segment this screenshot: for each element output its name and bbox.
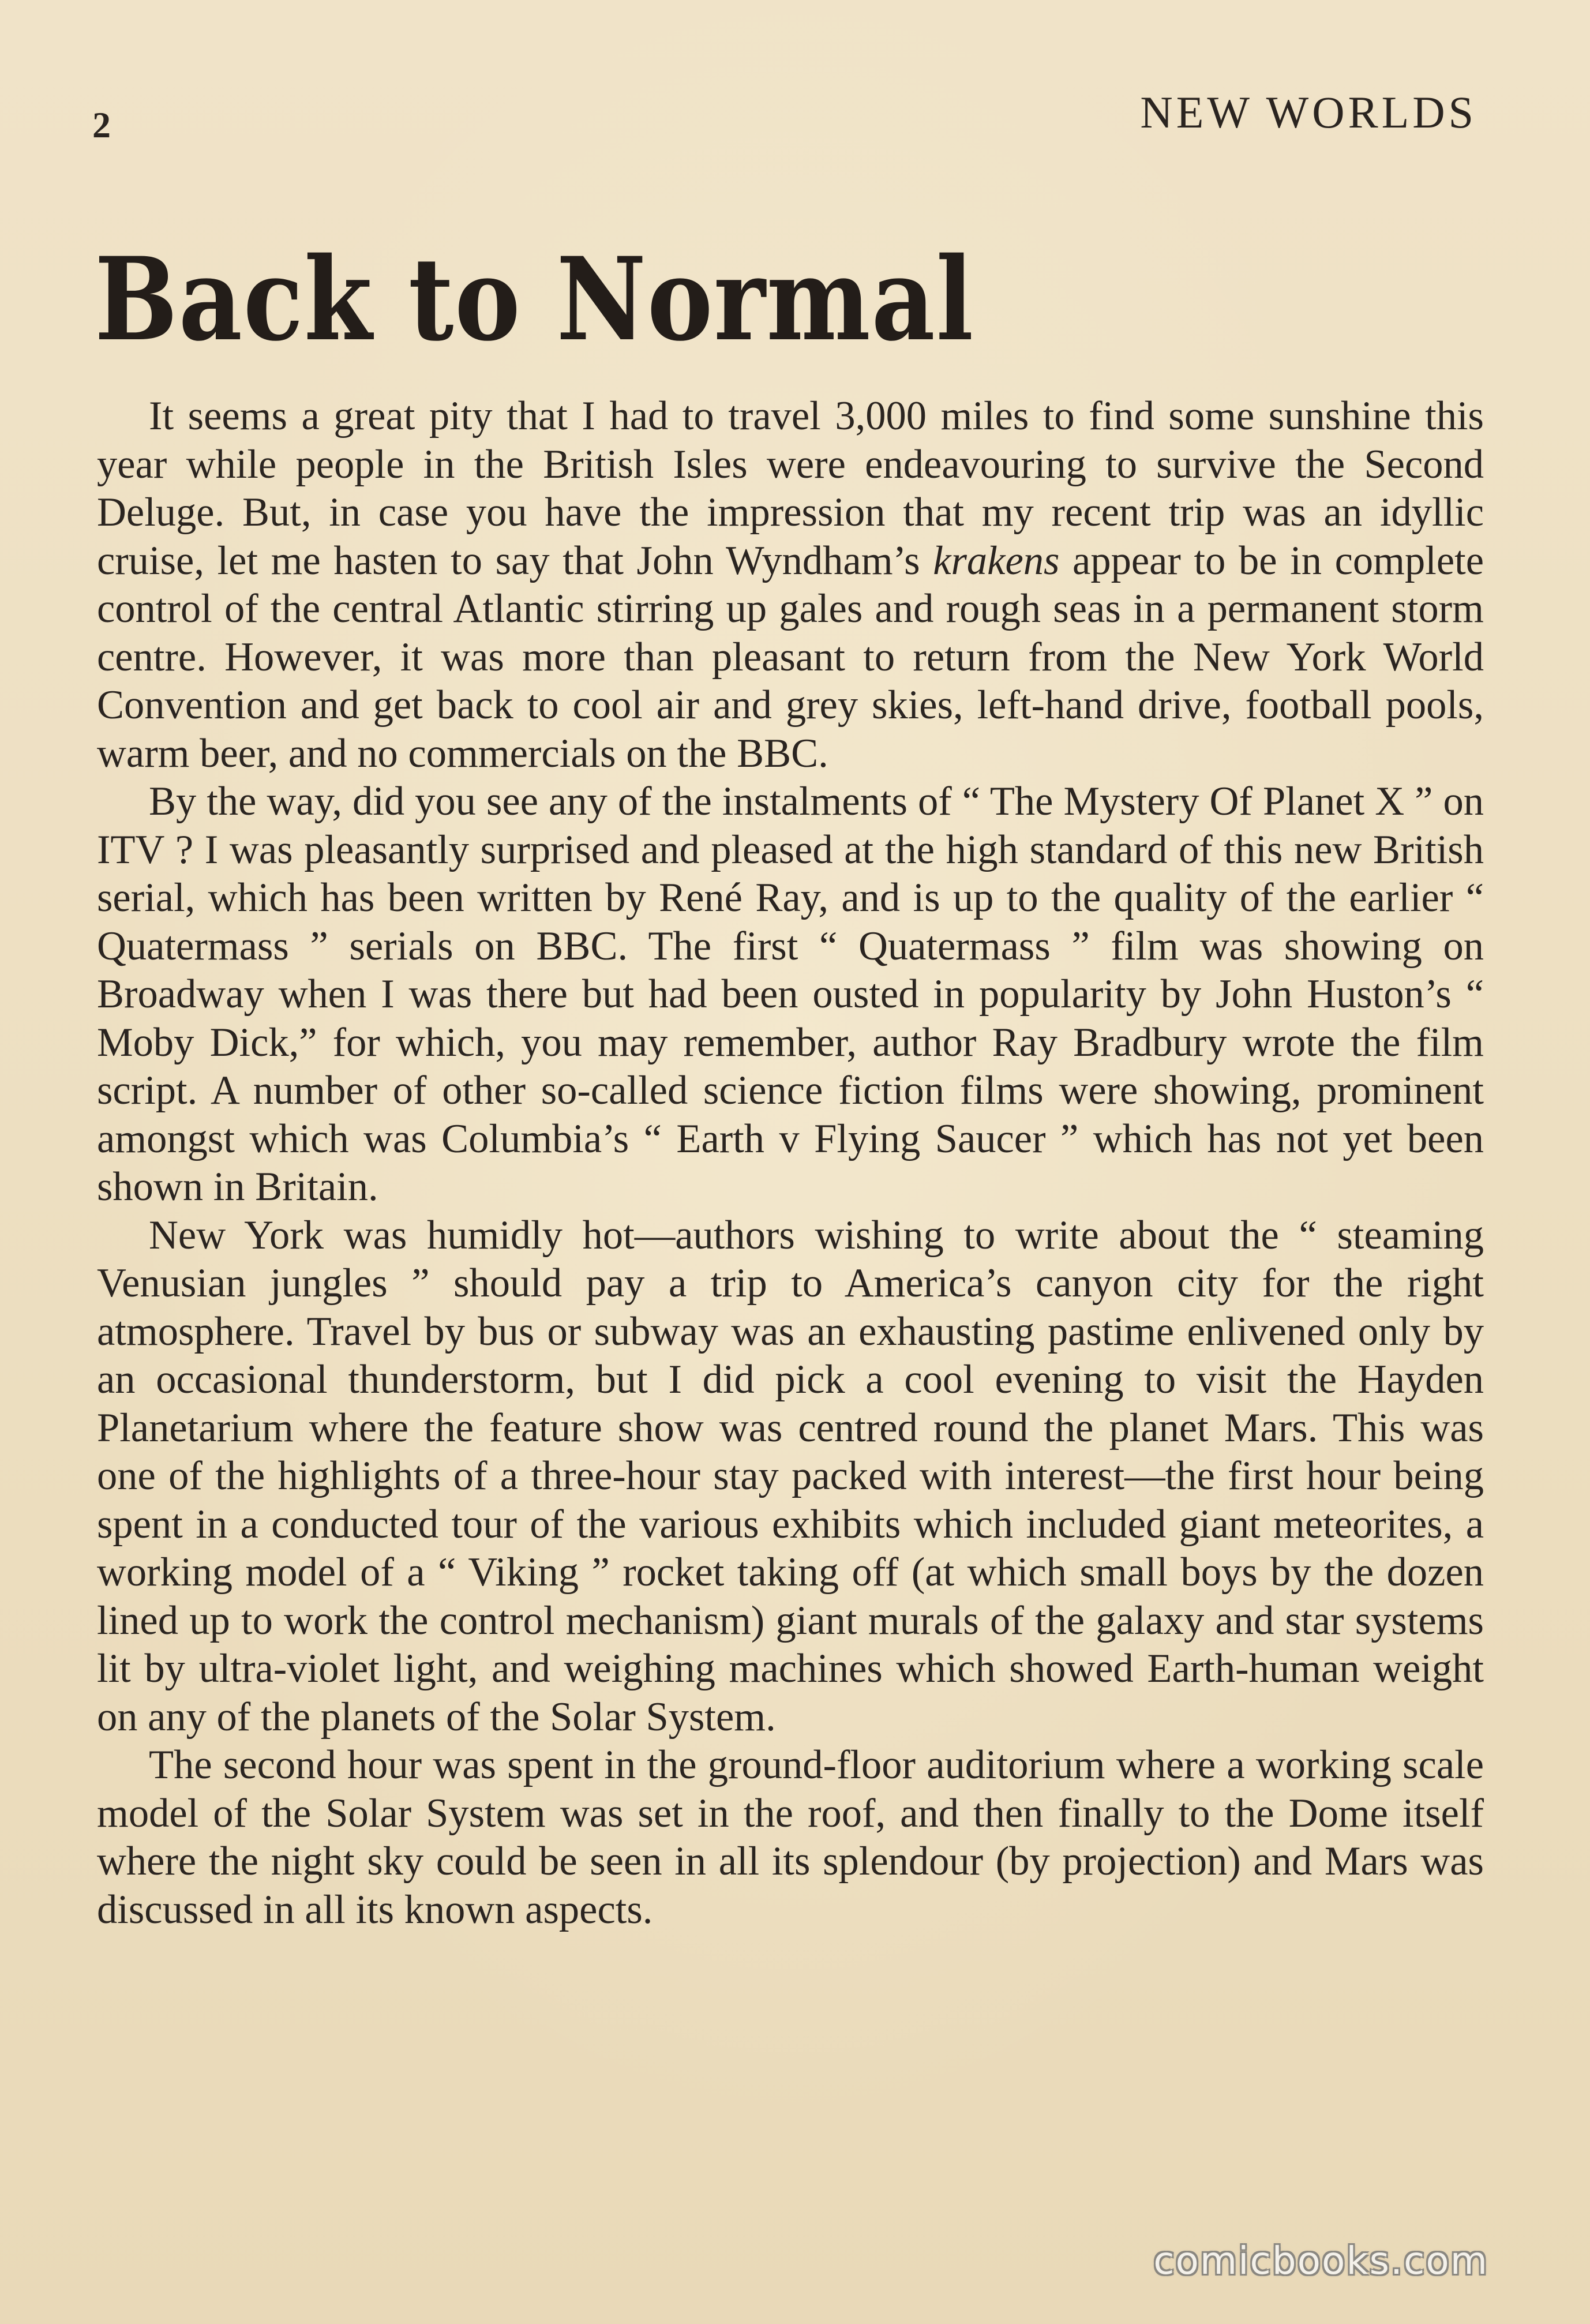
italic-word: krakens bbox=[933, 538, 1060, 583]
paragraph-1-text-end: appear to be in complete control of the central Atlantic stirring up gales and rough seas in a permanent storm centre. However, it was more than pleasant to return from the New York World Convention and get back to cool air and grey skies, left-hand drive, football pools, warm beer, and no commercials on the BBC. bbox=[97, 538, 1484, 776]
paragraph-3: New York was humidly hot—authors wishing to write about the “ steaming Venusian jungles ” should pay a trip to America’s canyon city for the right atmosphere. Travel by bus or subway was an exhausting pastime enlivened only by an occasional thunderstorm, but I did pick a cool evening to visit the Hayden Planetarium where the feature show was centred round the planet Mars. This was one of the highlights of a three-hour stay packed with interest—the first hour being spent in a conducted tour of the various exhibits which included giant meteorites, a working model of a “ Viking ” rocket taking off (at which small boys by the dozen lined up to work the control mechanism) giant murals of the galaxy and star systems lit by ultra-violet light, and weighing machines which showed Earth-human weight on any of the planets of the Solar System. bbox=[97, 1212, 1484, 1740]
paragraph-1 bbox=[97, 392, 1484, 778]
paragraph-1-text-start: It seems a great pity that I had to travel 3,000 miles to find some sunshine this year while people in the British Isles were endeavouring to survive the Second Deluge. But, in case you have the impression that my recent trip was an idyllic cruise, let me hasten to say that John Wyndham’s bbox=[97, 393, 1484, 583]
watermark: comicbooks.com bbox=[1153, 2239, 1488, 2283]
article-title: Back to Normal bbox=[95, 232, 974, 366]
page-number: 2 bbox=[92, 104, 112, 145]
paragraph-4: The second hour was spent in the ground-floor auditorium where a working scale model of the Solar System was set in the roof, and then finally to the Dome itself where the night sky could be seen in all its splendour (by projection) and Mars was discussed in all its known aspects. bbox=[97, 1742, 1484, 1932]
article-body bbox=[97, 392, 1484, 1934]
paragraph-2: By the way, did you see any of the instalments of “ The Mystery Of Planet X ” on ITV ? I was pleasantly surprised and pleased at the high standard of this new British serial, which has been written by René Ray, and is up to the quality of the earlier “ Quatermass ” serials on BBC. The first “ Quatermass ” film was showing on Broadway when I was there but had been ousted in popularity by John Huston’s “ Moby Dick,” for which, you may remember, author Ray Bradbury wrote the film script. A number of other so-called science fiction films were showing, prominent amongst which was Columbia’s “ Earth v Flying Saucer ” which has not yet been shown in Britain. bbox=[97, 779, 1484, 1209]
running-head: NEW WORLDS bbox=[1140, 87, 1477, 137]
